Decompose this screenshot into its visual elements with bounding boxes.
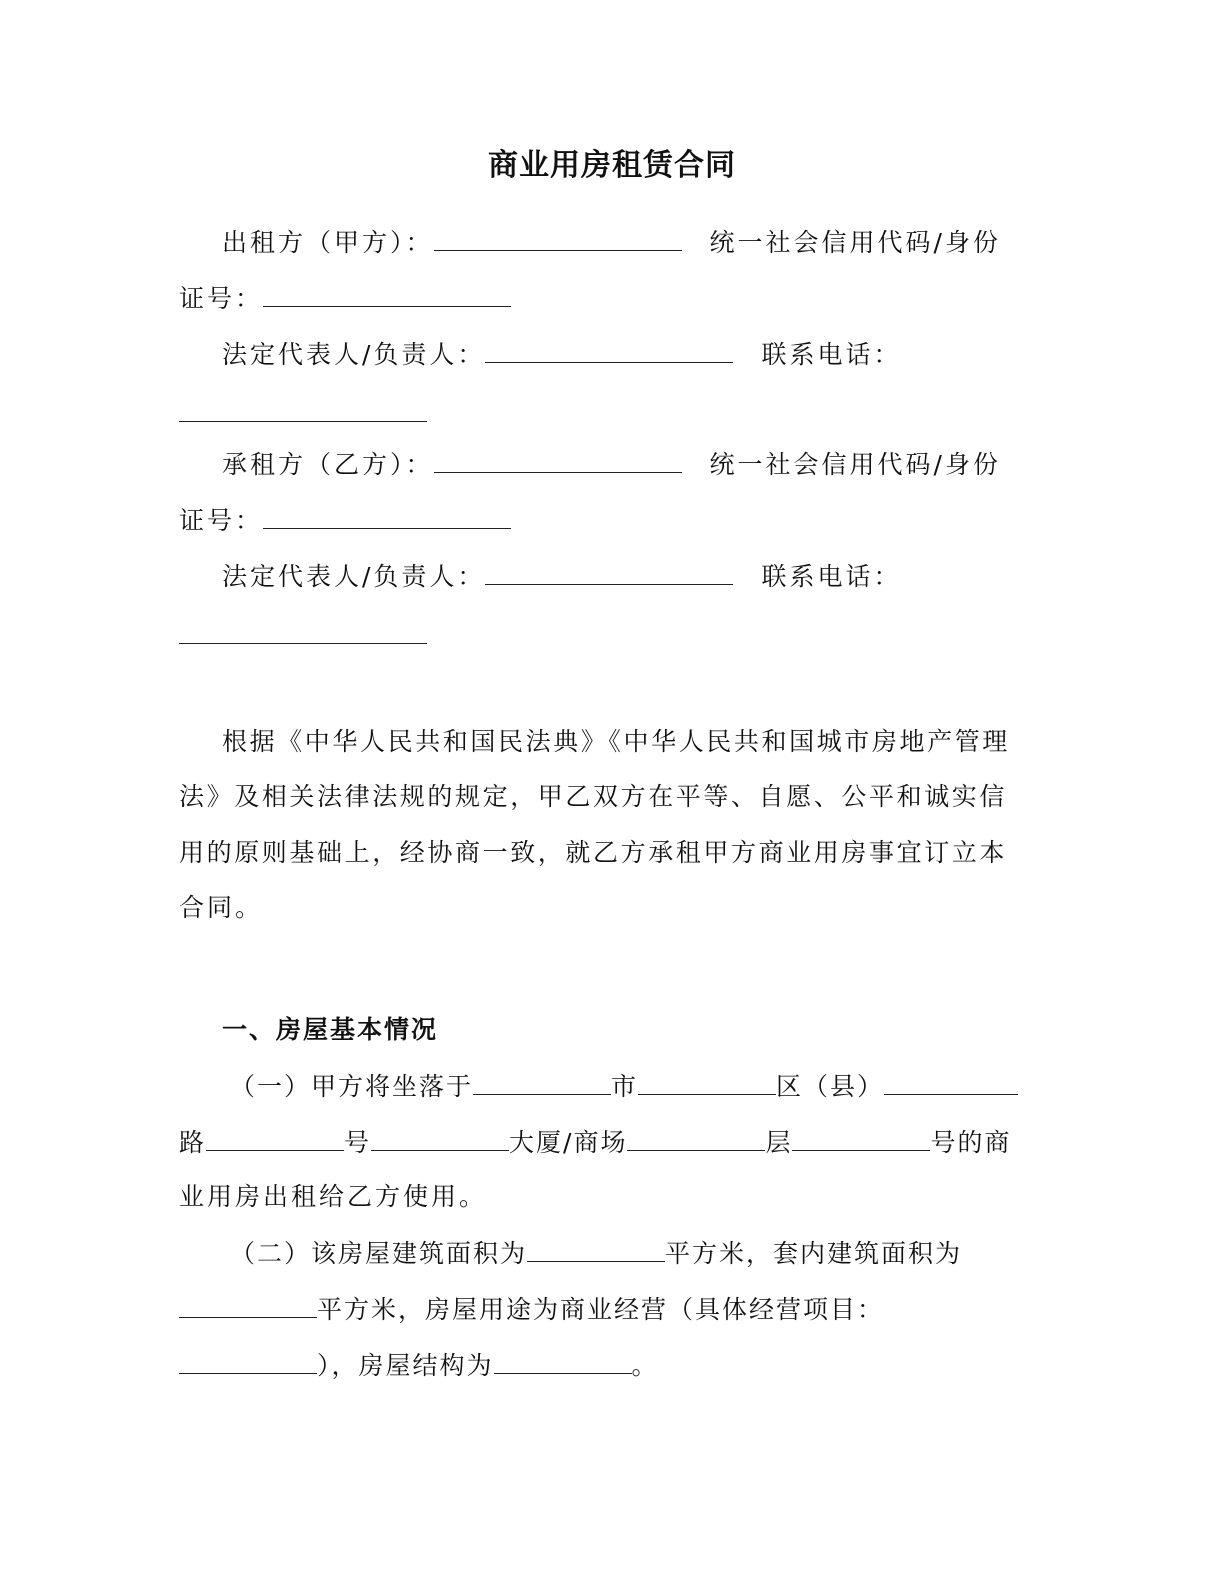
- floor-label: 层: [765, 1128, 793, 1157]
- item-1-prefix: （一）甲方将坐落于: [230, 1072, 474, 1101]
- item-1-line-1: [230, 1070, 1018, 1103]
- lessor-label: 出租方（甲方）：: [222, 228, 434, 257]
- preamble-line-3: 用的原则基础上，经协商一致，就乙方承租甲方商业用房事宜订立本: [179, 838, 1008, 867]
- rep-label: 法定代表人/负责人：: [222, 340, 486, 369]
- phone-label: 联系电话：: [761, 340, 902, 369]
- usage-label: 平方米，房屋用途为商业经营（具体经营项目：: [317, 1295, 885, 1324]
- building-blank[interactable]: [627, 1126, 765, 1151]
- section-heading: 一、房屋基本情况: [222, 1015, 439, 1044]
- preamble-line-4: 合同。: [179, 893, 264, 922]
- business-item-blank[interactable]: [179, 1349, 317, 1374]
- building-area-blank[interactable]: [527, 1237, 665, 1262]
- id-number-label: 证号：: [179, 284, 264, 313]
- structure-label: ），房屋结构为: [317, 1351, 494, 1380]
- inner-area-blank[interactable]: [179, 1293, 317, 1318]
- number-label: 号: [344, 1128, 372, 1157]
- city-blank[interactable]: [638, 1070, 776, 1095]
- inner-area-label: 平方米，套内建筑面积为: [665, 1239, 963, 1268]
- district-blank[interactable]: [884, 1070, 1018, 1095]
- item-1-line-3: 业用房出租给乙方使用。: [179, 1182, 488, 1211]
- phone-label: 联系电话：: [761, 562, 902, 591]
- structure-blank[interactable]: [494, 1349, 632, 1374]
- lessor-rep-blank[interactable]: [485, 338, 733, 363]
- item-2-prefix: （二）该房屋建筑面积为: [230, 1239, 528, 1268]
- lessee-name-blank[interactable]: [434, 448, 682, 473]
- party-a-id-line: [179, 282, 511, 315]
- lessor-name-blank[interactable]: [434, 226, 682, 251]
- item-2-line-1: [230, 1237, 962, 1270]
- lessee-id-blank[interactable]: [263, 504, 511, 529]
- lessee-label: 承租方（乙方）：: [222, 450, 434, 479]
- address-blank[interactable]: [473, 1070, 611, 1095]
- party-b-id-line: [179, 504, 511, 537]
- number-blank[interactable]: [371, 1126, 509, 1151]
- road-label: 路: [179, 1128, 207, 1157]
- unit-label: 号的商: [930, 1128, 1012, 1157]
- period: 。: [631, 1351, 659, 1380]
- building-label: 大厦/商场: [509, 1128, 628, 1157]
- party-b-line: [222, 448, 1001, 481]
- credit-code-label: 统一社会信用代码/身份: [709, 228, 1001, 257]
- lessee-phone-blank[interactable]: [179, 643, 427, 644]
- document-title: 商业用房租赁合同: [488, 148, 736, 183]
- district-label: 区（县）: [776, 1072, 885, 1101]
- party-a-rep-line: [222, 338, 901, 371]
- party-a-line: [222, 226, 1001, 259]
- item-1-line-2: [179, 1126, 1012, 1159]
- lessor-phone-blank[interactable]: [179, 421, 427, 422]
- city-label: 市: [611, 1072, 639, 1101]
- party-b-rep-line: [222, 560, 901, 593]
- lessee-rep-blank[interactable]: [485, 560, 733, 585]
- credit-code-label: 统一社会信用代码/身份: [709, 450, 1001, 479]
- preamble-line-1: 根据《中华人民共和国民法典》《中华人民共和国城市房地产管理: [222, 727, 1010, 756]
- item-2-line-2: [179, 1293, 884, 1326]
- floor-blank[interactable]: [792, 1126, 930, 1151]
- id-number-label: 证号：: [179, 506, 264, 535]
- preamble-line-2: 法》及相关法律法规的规定，甲乙双方在平等、自愿、公平和诚实信: [179, 782, 1008, 811]
- rep-label: 法定代表人/负责人：: [222, 562, 486, 591]
- item-2-line-3: [179, 1349, 659, 1382]
- lessor-id-blank[interactable]: [263, 282, 511, 307]
- road-blank[interactable]: [206, 1126, 344, 1151]
